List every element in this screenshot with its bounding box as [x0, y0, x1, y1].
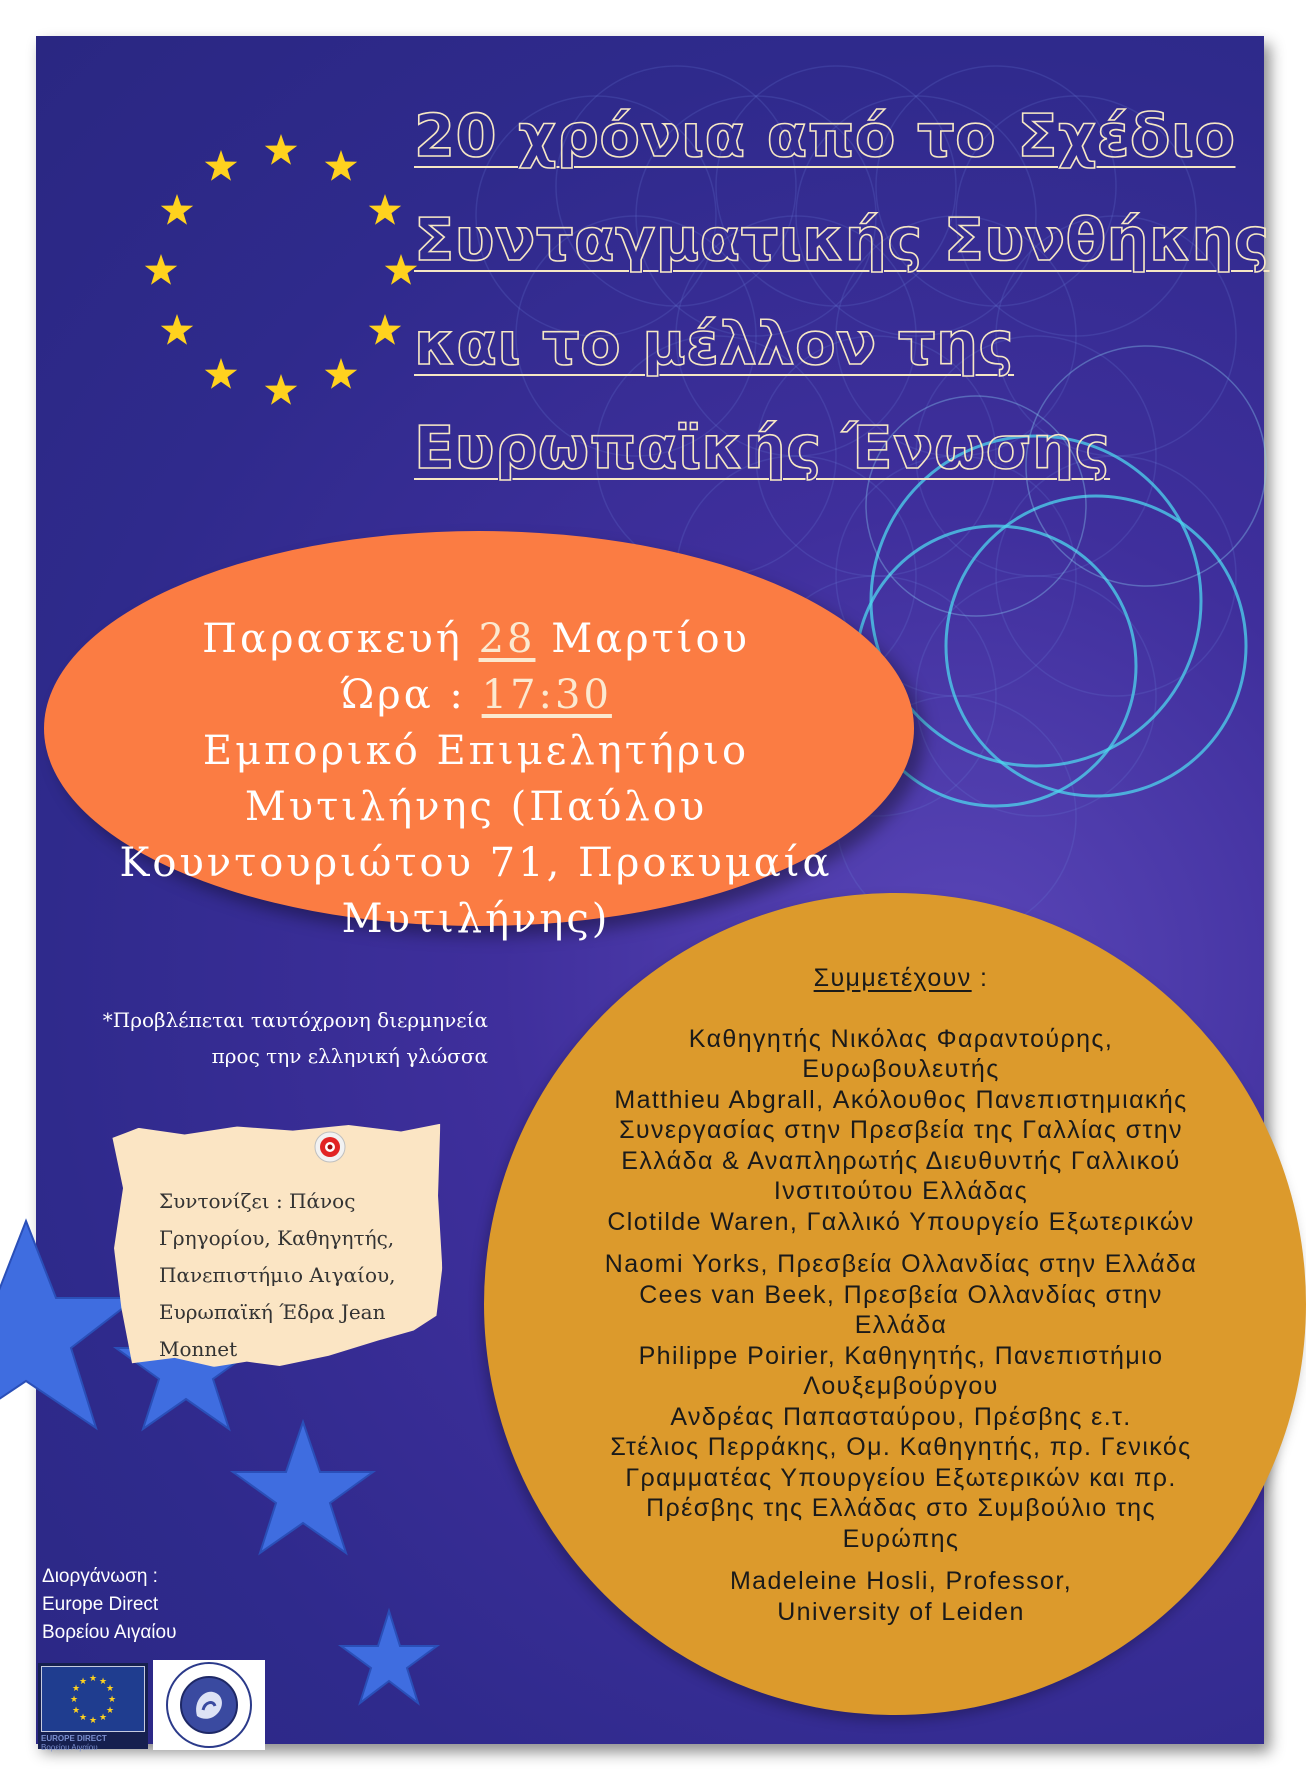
- svg-text:★: ★: [98, 1713, 108, 1723]
- svg-text:★: ★: [107, 1695, 117, 1705]
- participant-line: Clotilde Waren, Γαλλικό Υπουργείο Εξωτερικών: [607, 1207, 1195, 1236]
- participant-line: Ανδρέας Παπασταύρου, Πρέσβης ε.τ.: [670, 1402, 1132, 1431]
- participants-list: [521, 963, 1281, 1627]
- title-line-2: Συνταγματικής Συνθήκης: [414, 205, 1270, 274]
- participant-line: Συνεργασίας στην Πρεσβεία της Γαλλίας στην: [619, 1116, 1183, 1144]
- event-venue-line-2: Μυτιλήνης (Παύλου: [244, 784, 708, 830]
- coordinator-text: [159, 1183, 409, 1368]
- europe-direct-logo-region: Βορείου Αιγαίου: [41, 1743, 98, 1752]
- participant-line: Ευρωβουλευτής: [802, 1055, 1000, 1083]
- participant-line: Matthieu Abgrall, Ακόλουθος Πανεπιστημιακής: [614, 1085, 1188, 1114]
- poster: [36, 36, 1270, 1752]
- participant-line: Ευρώπης: [842, 1524, 960, 1553]
- participant-line: Madeleine Hosli, Professor,: [729, 1567, 1073, 1595]
- participants-heading-label: Συμμετέχουν: [813, 964, 972, 992]
- participant-line: Λουξεμβούργου: [803, 1372, 999, 1400]
- svg-text:★: ★: [71, 1706, 81, 1716]
- event-venue-line-1: Εμπορικό Επιμελητήριο: [202, 728, 750, 774]
- interpretation-note: [76, 1002, 488, 1074]
- participant-line: Στέλιος Περράκης, Ομ. Καθηγητής, πρ. Γενικός: [610, 1433, 1192, 1461]
- coordinator-line-1: Συντονίζει : Πάνος: [159, 1189, 356, 1213]
- coordinator-line-5: Monnet: [159, 1337, 238, 1361]
- participants-spacer: [521, 1237, 1281, 1249]
- svg-text:★: ★: [78, 1713, 88, 1723]
- svg-text:★: ★: [78, 1677, 88, 1687]
- event-day-number: 28: [478, 616, 536, 662]
- eu-star-circle: [131, 121, 431, 421]
- event-venue-line-4: Μυτιλήνης): [341, 896, 611, 942]
- participants-heading: [521, 963, 1281, 994]
- participants-spacer: [521, 1554, 1281, 1566]
- event-time-line: [76, 667, 876, 723]
- europe-direct-logo: [38, 1663, 148, 1752]
- participant-line: Γραμματέας Υπουργείου Εξωτερικών και πρ.: [625, 1463, 1177, 1492]
- participant-line: Philippe Poirier, Καθηγητής, Πανεπιστήμιο: [638, 1341, 1164, 1370]
- organizer-block: [42, 1563, 282, 1647]
- participants-heading-colon: :: [971, 964, 989, 992]
- event-time-label: Ώρα :: [340, 672, 466, 718]
- svg-text:★: ★: [71, 1684, 81, 1694]
- title-line-3: και το μέλλον της: [414, 309, 1015, 378]
- university-seal-icon: [153, 1660, 265, 1750]
- interpretation-note-line-2: προς την ελληνική γλώσσα: [211, 1044, 488, 1068]
- participant-line: Ελλάδα: [854, 1311, 948, 1339]
- participant-line: Cees van Beek, Πρεσβεία Ολλανδίας στην: [639, 1280, 1163, 1309]
- event-details: [76, 611, 876, 947]
- europe-direct-logo-text: EUROPE DIRECT: [41, 1734, 107, 1743]
- coordinator-line-4: Ευρωπαϊκή Έδρα Jean: [159, 1300, 386, 1324]
- organizer-name-line-1: Europe Direct: [42, 1594, 159, 1615]
- svg-text:★: ★: [88, 1674, 98, 1684]
- event-day-label: Παρασκευή: [202, 616, 463, 662]
- participant-line: University of Leiden: [777, 1597, 1025, 1626]
- participant-line: Naomi Yorks, Πρεσβεία Ολλανδίας στην Ελλάδα: [604, 1250, 1198, 1278]
- coordinator-line-3: Πανεπιστήμιο Αιγαίου,: [159, 1263, 396, 1287]
- svg-text:★: ★: [69, 1695, 79, 1705]
- university-of-the-aegean-logo: [153, 1660, 265, 1750]
- svg-text:★: ★: [105, 1706, 115, 1716]
- event-venue-line-3: Κουντουριώτου 71, Προκυμαία: [119, 840, 833, 886]
- eu-flag-icon: [41, 1666, 145, 1732]
- participant-line: Πρέσβης της Ελλάδας στο Συμβούλιο της: [646, 1494, 1156, 1522]
- event-date-line: [76, 611, 876, 667]
- event-month: Μαρτίου: [551, 616, 750, 662]
- svg-text:★: ★: [98, 1677, 108, 1687]
- interpretation-note-line-1: *Προβλέπεται ταυτόχρονη διερμηνεία: [102, 1008, 488, 1032]
- participant-line: Ινστιτούτου Ελλάδας: [773, 1177, 1029, 1205]
- event-time: 17:30: [481, 672, 612, 718]
- participant-line: Καθηγητής Νικόλας Φαραντούρης,: [688, 1024, 1114, 1053]
- eu-flag-stars: [42, 1667, 144, 1731]
- organizer-name-line-2: Βορείου Αιγαίου: [42, 1622, 177, 1643]
- title-line-4: Ευρωπαϊκής Ένωσης: [414, 413, 1111, 482]
- organizer-label: Διοργάνωση :: [42, 1566, 158, 1587]
- svg-text:★: ★: [88, 1716, 98, 1726]
- poster-title: [414, 84, 1270, 500]
- svg-text:★: ★: [105, 1684, 115, 1694]
- title-line-1: 20 χρόνια από το Σχέδιο: [414, 101, 1236, 170]
- coordinator-line-2: Γρηγορίου, Καθηγητής,: [159, 1226, 395, 1250]
- participant-line: Ελλάδα & Αναπληρωτής Διευθυντής Γαλλικού: [621, 1146, 1181, 1175]
- pushpin-icon: [313, 1130, 347, 1164]
